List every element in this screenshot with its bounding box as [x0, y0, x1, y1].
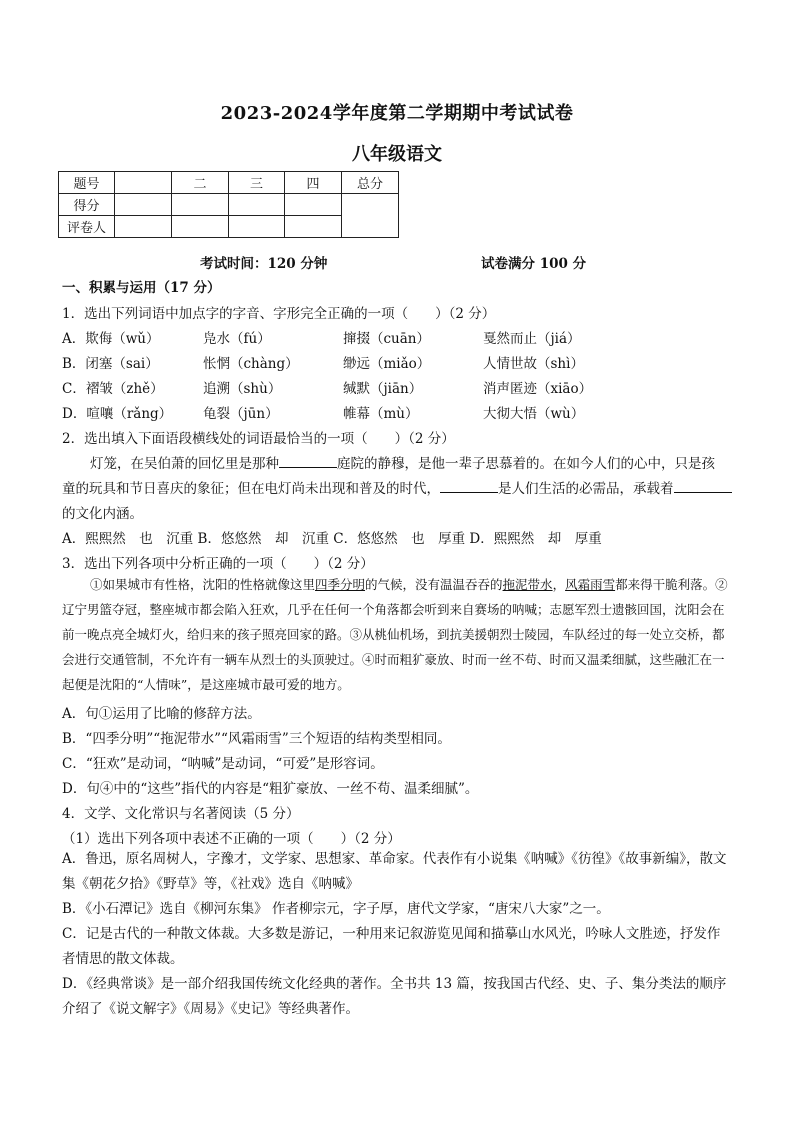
- q1-option-item: 撺掇（cuān）: [343, 331, 430, 347]
- score-cell[interactable]: [172, 194, 229, 216]
- fill-blank: [279, 455, 337, 468]
- score-cell[interactable]: [115, 194, 172, 216]
- row-label-grader: 评卷人: [59, 216, 115, 238]
- header-cell: 二: [172, 172, 229, 194]
- q3-text: ，: [552, 577, 566, 592]
- score-cell[interactable]: [229, 194, 285, 216]
- q2-text: 庭院的静穆，是他一辈子思慕着的。在如今人们的心中，只是孩: [337, 456, 715, 472]
- q3-option: D．句④中的“这些”指代的内容是“粗犷豪放、一丝不苟、温柔细腻”。: [62, 781, 479, 797]
- q2-passage-line: [62, 477, 732, 497]
- q1-option-item: 戛然而止（jiá）: [483, 331, 581, 347]
- question-1-stem: 1．选出下列词语中加点字的字音、字形完全正确的一项（ ）（2 分）: [62, 306, 496, 322]
- q3-text: 都来得干脆利落。②辽宁男篮夺冠，整座城市都会陷入狂欢，几乎在任何一个角落都会听到来自赛场的呐喊；志愿军烈士遗骸回国，沈阳会在前一晚点亮全城灯火，给归来的孩子照亮回家的路。③从桃仙机场，到抗美援朝烈士陵园，车队经过的每一处立交桥，都会进行交通管制，不允许有一辆车从烈士的头顶驶过。④时而粗犷豪放、时而一丝不苟、时而又温柔细腻，这些融汇在一起便是沈阳的“人情味”，是这座城市最可爱的地方。: [62, 577, 728, 692]
- q3-underlined: 拖泥带水: [502, 577, 553, 592]
- question-3-stem: 3．选出下列各项中分析正确的一项（ ）（2 分）: [62, 556, 374, 572]
- header-cell: 三: [229, 172, 285, 194]
- q3-option: C．“狂欢”是动词，“呐喊”是动词，“可爱”是形容词。: [62, 756, 384, 772]
- q1-option-item: 帷幕（mù）: [343, 406, 419, 422]
- score-row: [59, 194, 399, 216]
- q1-option-item: 大彻大悟（wù）: [483, 406, 585, 422]
- q1-option-item: 消声匿迹（xiāo）: [483, 381, 593, 397]
- q3-text: 的气候，没有温温吞吞的: [365, 577, 503, 592]
- question-4-stem: 4．文学、文化常识与名著阅读（5 分）: [62, 806, 300, 822]
- q3-option: A．句①运用了比喻的修辞方法。: [62, 706, 261, 722]
- q3-option: B．“四季分明”“拖泥带水”“风霜雨雪”三个短语的结构类型相同。: [62, 731, 451, 747]
- grader-cell[interactable]: [285, 216, 342, 238]
- q1-option-item: D．喧嚷（rǎng）: [62, 406, 173, 422]
- header-cell: [115, 172, 172, 194]
- exam-subject: 八年级语文: [352, 144, 442, 165]
- q1-option-item: 怅惘（chàng）: [203, 356, 299, 372]
- total-score-cell[interactable]: [342, 194, 399, 238]
- q1-option-item: C．褶皱（zhě）: [62, 381, 164, 397]
- q3-underlined: 四季分明: [315, 577, 366, 592]
- q1-option-item: 凫水（fú）: [203, 331, 271, 347]
- question-2-stem: 2．选出填入下面语段横线处的词语最恰当的一项（ ）（2 分）: [62, 431, 455, 447]
- q3-underlined: 风霜雨雪: [565, 577, 616, 592]
- q1-option-item: B．闭塞（sai）: [62, 356, 159, 372]
- score-table-header-row: [59, 172, 399, 194]
- q2-text: 灯笼，在吴伯萧的回忆里是那种: [90, 456, 279, 472]
- section-heading: 一、积累与运用（17 分）: [62, 280, 221, 296]
- question-4-sub1: （1）选出下列各项中表述不正确的一项（ ）（2 分）: [62, 831, 401, 847]
- fill-blank: [440, 480, 498, 493]
- q2-text: 童的玩具和节日喜庆的象征；但在电灯尚未出现和普及的时代，: [62, 481, 440, 497]
- q4-option-c: C．记是古代的一种散文体裁。大多数是游记，一种用来记叙游览见闻和描摹山水风光，吟咏人文胜迹，抒发作者情思的散文体裁。: [62, 926, 721, 967]
- q1-option-item: 追溯（shù）: [203, 381, 282, 397]
- header-cell: 题号: [59, 172, 115, 194]
- q2-text: 是人们生活的必需品，承载着: [498, 481, 674, 497]
- q2-options: A．熙熙然 也 沉重 B．悠悠然 却 沉重 C．悠悠然 也 厚重 D．熙熙然 却 厚重: [62, 531, 602, 547]
- q3-text: ①如果城市有性格，沈阳的性格就像这里: [90, 577, 316, 592]
- grader-cell[interactable]: [172, 216, 229, 238]
- q2-passage-line: [90, 452, 715, 472]
- q4-option-a: A．鲁迅，原名周树人，字豫才，文学家、思想家、革命家。代表作有小说集《呐喊》《彷徨》《故事新编》，散文集《朝花夕拾》《野草》等，《社戏》选自《呐喊》: [62, 851, 727, 892]
- grader-cell[interactable]: [115, 216, 172, 238]
- grader-cell[interactable]: [229, 216, 285, 238]
- exam-title: 2023-2024学年度第二学期期中考试试卷: [220, 103, 574, 124]
- q2-passage-line: 的文化内涵。: [62, 506, 143, 522]
- row-label-score: 得分: [59, 194, 115, 216]
- header-cell: 四: [285, 172, 342, 194]
- score-table: [58, 171, 399, 238]
- q1-option-item: 人情世故（shì）: [483, 356, 584, 372]
- q3-passage: [62, 572, 732, 697]
- exam-total-score: 试卷满分 100 分: [481, 256, 587, 272]
- q4-option-d: D．《经典常谈》是一部介绍我国传统文化经典的著作。全书共 13 篇，按我国古代经、史、子、集分类法的顺序介绍了《说文解字》《周易》《史记》等经典著作。: [62, 976, 727, 1017]
- exam-time: 考试时间：120 分钟: [200, 256, 328, 272]
- q1-option-item: A．欺侮（wǔ）: [62, 331, 160, 347]
- fill-blank: [674, 480, 732, 493]
- q1-option-item: 龟裂（jūn）: [203, 406, 279, 422]
- score-cell[interactable]: [285, 194, 342, 216]
- q4-option-b: B．《小石潭记》选自《柳河东集》 作者柳宗元，字子厚，唐代文学家，“唐宋八大家”之一。: [62, 901, 610, 917]
- q1-option-item: 缈远（miǎo）: [343, 356, 431, 372]
- q1-option-item: 缄默（jiān）: [343, 381, 423, 397]
- header-cell: 总分: [342, 172, 399, 194]
